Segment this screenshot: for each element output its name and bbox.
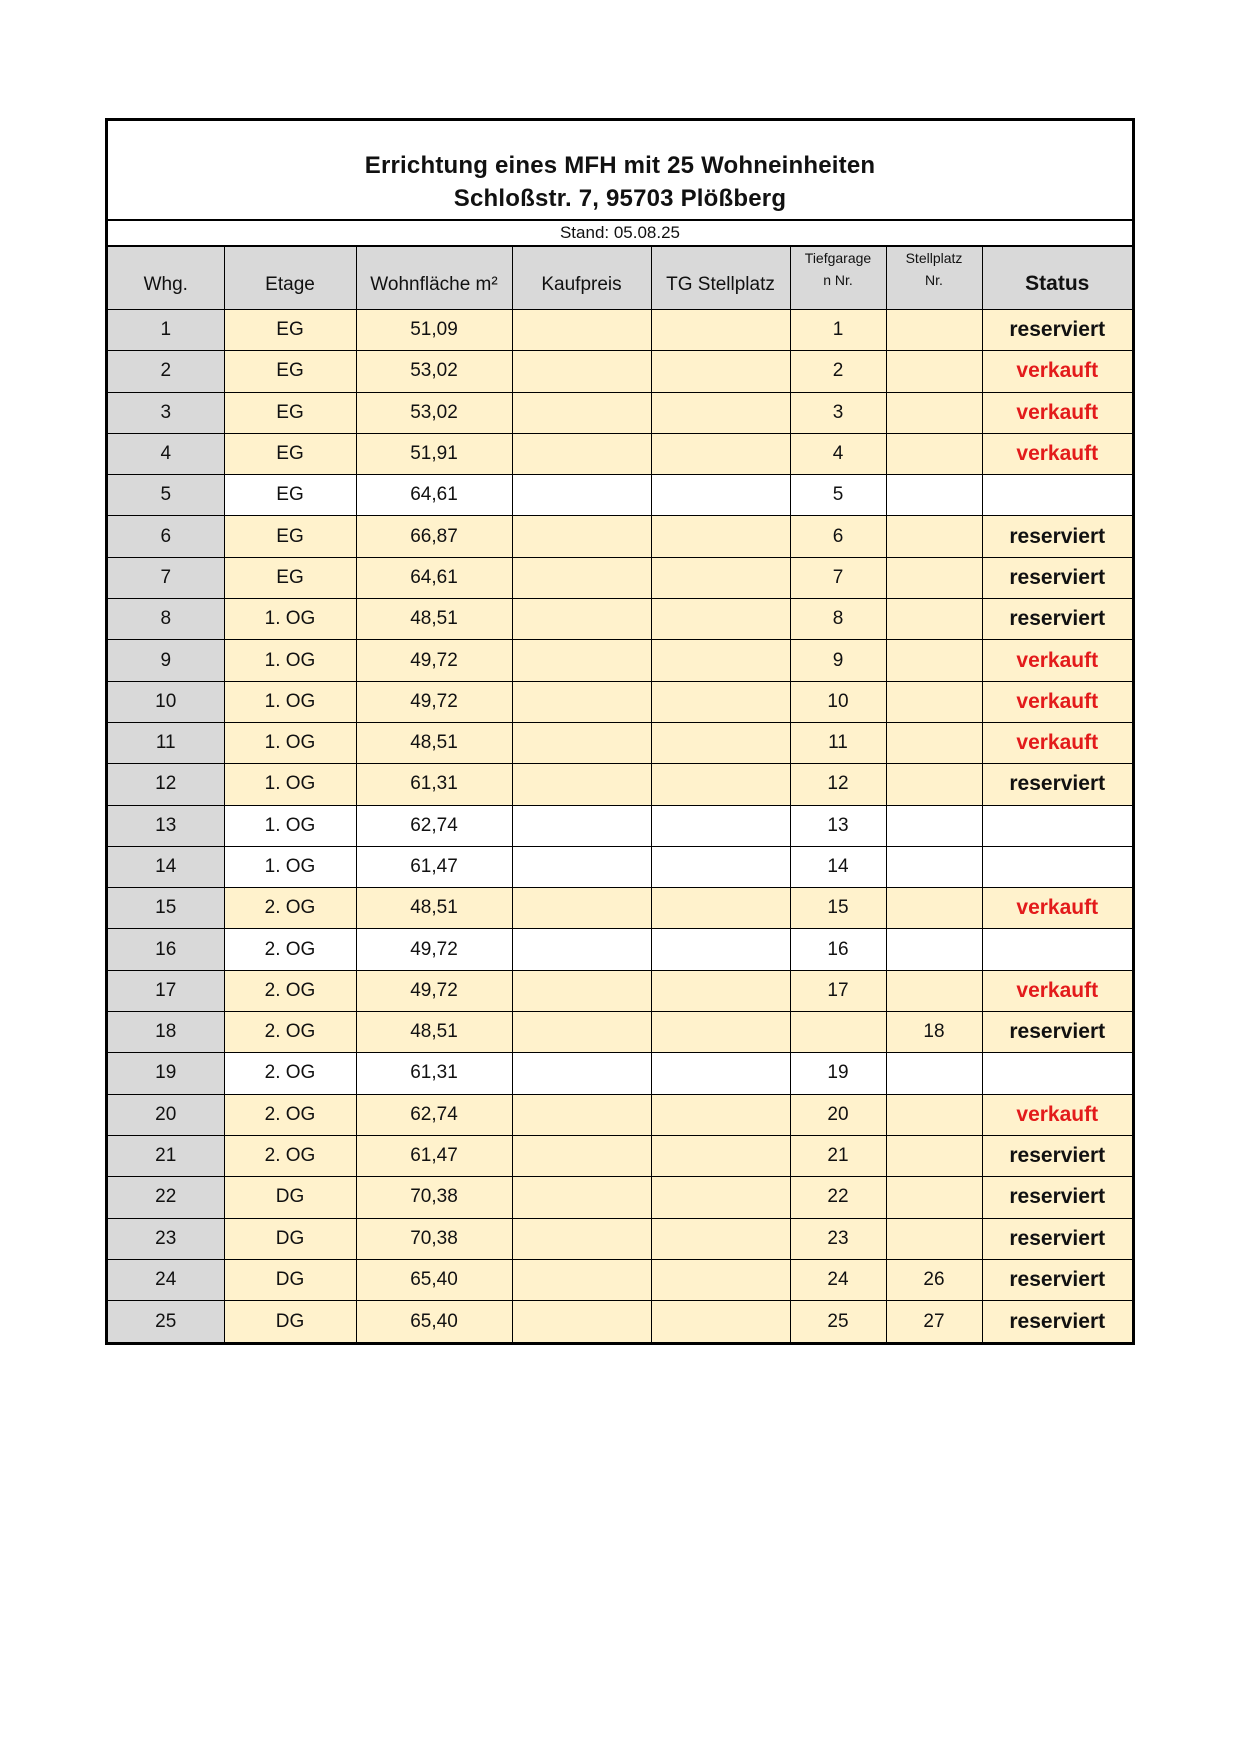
col-header-wohnflaeche: Wohnfläche m²: [356, 247, 512, 310]
cell-etage: EG: [224, 516, 356, 557]
cell-etage: 1. OG: [224, 846, 356, 887]
table-row: [108, 433, 1132, 474]
apartment-table: [108, 247, 1132, 1342]
cell-kaufpreis: [512, 351, 651, 392]
cell-wohnflaeche: 61,31: [356, 764, 512, 805]
cell-wohnflaeche: 61,47: [356, 1135, 512, 1176]
cell-kaufpreis: [512, 516, 651, 557]
cell-status: verkauft: [982, 351, 1132, 392]
cell-tiefgarage-nr: 12: [790, 764, 886, 805]
cell-status: reserviert: [982, 1218, 1132, 1259]
stand-date: Stand: 05.08.25: [108, 221, 1132, 247]
table-row: [108, 970, 1132, 1011]
cell-stellplatz-nr: 27: [886, 1301, 982, 1342]
cell-wohnflaeche: 49,72: [356, 970, 512, 1011]
cell-tiefgarage-nr: 2: [790, 351, 886, 392]
cell-stellplatz-nr: [886, 351, 982, 392]
col-header-kaufpreis: Kaufpreis: [512, 247, 651, 310]
cell-etage: 1. OG: [224, 764, 356, 805]
cell-etage: 2. OG: [224, 1053, 356, 1094]
cell-wohnflaeche: 48,51: [356, 1012, 512, 1053]
cell-status: reserviert: [982, 516, 1132, 557]
cell-wohnflaeche: 53,02: [356, 351, 512, 392]
cell-whg: 25: [108, 1301, 224, 1342]
cell-stellplatz-nr: 26: [886, 1259, 982, 1300]
cell-stellplatz-nr: [886, 1177, 982, 1218]
cell-status: reserviert: [982, 1301, 1132, 1342]
cell-kaufpreis: [512, 888, 651, 929]
cell-wohnflaeche: 64,61: [356, 475, 512, 516]
cell-kaufpreis: [512, 392, 651, 433]
table-row: [108, 557, 1132, 598]
cell-tg-stellplatz: [651, 1012, 790, 1053]
cell-whg: 18: [108, 1012, 224, 1053]
cell-stellplatz-nr: [886, 599, 982, 640]
table-header-row: [108, 247, 1132, 310]
cell-whg: 21: [108, 1135, 224, 1176]
cell-whg: 24: [108, 1259, 224, 1300]
cell-stellplatz-nr: 18: [886, 1012, 982, 1053]
cell-tiefgarage-nr: 5: [790, 475, 886, 516]
cell-stellplatz-nr: [886, 764, 982, 805]
cell-etage: 2. OG: [224, 970, 356, 1011]
cell-tiefgarage-nr: 10: [790, 681, 886, 722]
table-row: [108, 1135, 1132, 1176]
cell-whg: 6: [108, 516, 224, 557]
table-row: [108, 929, 1132, 970]
cell-wohnflaeche: 48,51: [356, 888, 512, 929]
cell-status: verkauft: [982, 1094, 1132, 1135]
cell-kaufpreis: [512, 1012, 651, 1053]
cell-wohnflaeche: 65,40: [356, 1259, 512, 1300]
cell-stellplatz-nr: [886, 433, 982, 474]
cell-stellplatz-nr: [886, 1135, 982, 1176]
table-row: [108, 640, 1132, 681]
cell-tg-stellplatz: [651, 1301, 790, 1342]
table-row: [108, 351, 1132, 392]
cell-tiefgarage-nr: 3: [790, 392, 886, 433]
cell-wohnflaeche: 51,09: [356, 310, 512, 351]
cell-wohnflaeche: 48,51: [356, 599, 512, 640]
cell-stellplatz-nr: [886, 475, 982, 516]
cell-tg-stellplatz: [651, 310, 790, 351]
cell-tg-stellplatz: [651, 1259, 790, 1300]
table-row: [108, 888, 1132, 929]
cell-tiefgarage-nr: 4: [790, 433, 886, 474]
cell-tg-stellplatz: [651, 805, 790, 846]
cell-wohnflaeche: 61,31: [356, 1053, 512, 1094]
col-header-stellplatz: [886, 247, 982, 310]
cell-wohnflaeche: 64,61: [356, 557, 512, 598]
cell-whg: 2: [108, 351, 224, 392]
cell-tg-stellplatz: [651, 681, 790, 722]
cell-tiefgarage-nr: 25: [790, 1301, 886, 1342]
cell-stellplatz-nr: [886, 392, 982, 433]
cell-stellplatz-nr: [886, 846, 982, 887]
cell-tiefgarage-nr: 17: [790, 970, 886, 1011]
cell-status: verkauft: [982, 888, 1132, 929]
table-row: [108, 1094, 1132, 1135]
col-header-stellplatz-line2: Nr.: [925, 272, 943, 288]
cell-tiefgarage-nr: 19: [790, 1053, 886, 1094]
col-header-tiefgarage: [790, 247, 886, 310]
cell-etage: DG: [224, 1218, 356, 1259]
cell-wohnflaeche: 66,87: [356, 516, 512, 557]
cell-kaufpreis: [512, 475, 651, 516]
cell-stellplatz-nr: [886, 516, 982, 557]
table-row: [108, 1053, 1132, 1094]
cell-status: reserviert: [982, 557, 1132, 598]
table-row: [108, 722, 1132, 763]
col-header-tiefgarage-line2: n Nr.: [823, 272, 853, 288]
cell-whg: 10: [108, 681, 224, 722]
cell-status: reserviert: [982, 1135, 1132, 1176]
table-row: [108, 846, 1132, 887]
cell-status: reserviert: [982, 1012, 1132, 1053]
cell-tiefgarage-nr: 24: [790, 1259, 886, 1300]
cell-etage: EG: [224, 557, 356, 598]
table-row: [108, 392, 1132, 433]
cell-tg-stellplatz: [651, 764, 790, 805]
cell-status: verkauft: [982, 392, 1132, 433]
col-header-tg-stellplatz: TG Stellplatz: [651, 247, 790, 310]
cell-status: reserviert: [982, 310, 1132, 351]
cell-whg: 13: [108, 805, 224, 846]
cell-kaufpreis: [512, 970, 651, 1011]
cell-status: reserviert: [982, 1177, 1132, 1218]
cell-stellplatz-nr: [886, 929, 982, 970]
cell-kaufpreis: [512, 1218, 651, 1259]
cell-tg-stellplatz: [651, 1218, 790, 1259]
cell-whg: 3: [108, 392, 224, 433]
cell-kaufpreis: [512, 764, 651, 805]
cell-stellplatz-nr: [886, 640, 982, 681]
table-row: [108, 764, 1132, 805]
cell-etage: 2. OG: [224, 929, 356, 970]
cell-kaufpreis: [512, 805, 651, 846]
cell-etage: 1. OG: [224, 722, 356, 763]
cell-tg-stellplatz: [651, 1053, 790, 1094]
cell-kaufpreis: [512, 929, 651, 970]
cell-status: reserviert: [982, 764, 1132, 805]
cell-whg: 1: [108, 310, 224, 351]
cell-status: verkauft: [982, 640, 1132, 681]
cell-etage: 2. OG: [224, 888, 356, 929]
cell-tg-stellplatz: [651, 475, 790, 516]
cell-kaufpreis: [512, 433, 651, 474]
cell-status: reserviert: [982, 1259, 1132, 1300]
cell-kaufpreis: [512, 722, 651, 763]
cell-tg-stellplatz: [651, 516, 790, 557]
cell-tiefgarage-nr: [790, 1012, 886, 1053]
table-row: [108, 1012, 1132, 1053]
cell-whg: 19: [108, 1053, 224, 1094]
cell-tiefgarage-nr: 9: [790, 640, 886, 681]
cell-tg-stellplatz: [651, 640, 790, 681]
col-header-etage: Etage: [224, 247, 356, 310]
cell-wohnflaeche: 49,72: [356, 929, 512, 970]
cell-whg: 16: [108, 929, 224, 970]
cell-etage: 2. OG: [224, 1135, 356, 1176]
cell-status: verkauft: [982, 681, 1132, 722]
cell-status: verkauft: [982, 433, 1132, 474]
table-row: [108, 1177, 1132, 1218]
cell-wohnflaeche: 65,40: [356, 1301, 512, 1342]
table-row: [108, 1301, 1132, 1342]
cell-kaufpreis: [512, 557, 651, 598]
cell-etage: 1. OG: [224, 805, 356, 846]
cell-stellplatz-nr: [886, 681, 982, 722]
cell-stellplatz-nr: [886, 888, 982, 929]
cell-etage: 1. OG: [224, 599, 356, 640]
cell-status: [982, 1053, 1132, 1094]
cell-kaufpreis: [512, 846, 651, 887]
table-row: [108, 805, 1132, 846]
cell-stellplatz-nr: [886, 1053, 982, 1094]
cell-whg: 7: [108, 557, 224, 598]
cell-tg-stellplatz: [651, 888, 790, 929]
cell-etage: 1. OG: [224, 681, 356, 722]
cell-status: [982, 929, 1132, 970]
cell-tiefgarage-nr: 20: [790, 1094, 886, 1135]
cell-tg-stellplatz: [651, 929, 790, 970]
cell-wohnflaeche: 51,91: [356, 433, 512, 474]
cell-wohnflaeche: 49,72: [356, 681, 512, 722]
cell-kaufpreis: [512, 1301, 651, 1342]
cell-etage: 2. OG: [224, 1012, 356, 1053]
cell-kaufpreis: [512, 1135, 651, 1176]
cell-kaufpreis: [512, 599, 651, 640]
cell-whg: 4: [108, 433, 224, 474]
cell-wohnflaeche: 49,72: [356, 640, 512, 681]
cell-kaufpreis: [512, 1094, 651, 1135]
cell-whg: 14: [108, 846, 224, 887]
cell-whg: 17: [108, 970, 224, 1011]
cell-stellplatz-nr: [886, 1094, 982, 1135]
cell-tg-stellplatz: [651, 722, 790, 763]
cell-tiefgarage-nr: 16: [790, 929, 886, 970]
col-header-stellplatz-line1: Stellplatz: [905, 250, 963, 266]
cell-stellplatz-nr: [886, 1218, 982, 1259]
cell-wohnflaeche: 62,74: [356, 805, 512, 846]
cell-kaufpreis: [512, 310, 651, 351]
cell-etage: EG: [224, 433, 356, 474]
cell-wohnflaeche: 61,47: [356, 846, 512, 887]
cell-etage: 1. OG: [224, 640, 356, 681]
cell-tg-stellplatz: [651, 970, 790, 1011]
cell-status: verkauft: [982, 970, 1132, 1011]
cell-wohnflaeche: 48,51: [356, 722, 512, 763]
cell-wohnflaeche: 53,02: [356, 392, 512, 433]
cell-whg: 9: [108, 640, 224, 681]
cell-etage: 2. OG: [224, 1094, 356, 1135]
col-header-whg: Whg.: [108, 247, 224, 310]
cell-tiefgarage-nr: 11: [790, 722, 886, 763]
cell-etage: EG: [224, 351, 356, 392]
col-header-status: Status: [982, 247, 1132, 310]
table-row: [108, 475, 1132, 516]
cell-tiefgarage-nr: 15: [790, 888, 886, 929]
cell-whg: 15: [108, 888, 224, 929]
cell-etage: DG: [224, 1259, 356, 1300]
cell-tg-stellplatz: [651, 557, 790, 598]
cell-tg-stellplatz: [651, 1177, 790, 1218]
table-row: [108, 1218, 1132, 1259]
cell-status: [982, 846, 1132, 887]
cell-tg-stellplatz: [651, 846, 790, 887]
cell-tiefgarage-nr: 21: [790, 1135, 886, 1176]
cell-tiefgarage-nr: 14: [790, 846, 886, 887]
cell-tg-stellplatz: [651, 599, 790, 640]
cell-tiefgarage-nr: 1: [790, 310, 886, 351]
cell-tiefgarage-nr: 7: [790, 557, 886, 598]
cell-status: verkauft: [982, 722, 1132, 763]
cell-stellplatz-nr: [886, 970, 982, 1011]
document-address: Schloßstr. 7, 95703 Plößberg: [453, 185, 787, 212]
cell-stellplatz-nr: [886, 722, 982, 763]
cell-wohnflaeche: 70,38: [356, 1177, 512, 1218]
cell-stellplatz-nr: [886, 805, 982, 846]
table-row: [108, 516, 1132, 557]
cell-tiefgarage-nr: 22: [790, 1177, 886, 1218]
cell-stellplatz-nr: [886, 557, 982, 598]
cell-wohnflaeche: 70,38: [356, 1218, 512, 1259]
cell-tg-stellplatz: [651, 433, 790, 474]
cell-etage: EG: [224, 392, 356, 433]
cell-tiefgarage-nr: 13: [790, 805, 886, 846]
table-row: [108, 681, 1132, 722]
cell-tiefgarage-nr: 8: [790, 599, 886, 640]
cell-kaufpreis: [512, 640, 651, 681]
cell-etage: EG: [224, 310, 356, 351]
cell-whg: 5: [108, 475, 224, 516]
cell-whg: 23: [108, 1218, 224, 1259]
apartment-table-sheet: [105, 118, 1135, 1345]
cell-kaufpreis: [512, 1053, 651, 1094]
cell-wohnflaeche: 62,74: [356, 1094, 512, 1135]
cell-etage: EG: [224, 475, 356, 516]
cell-kaufpreis: [512, 1177, 651, 1218]
cell-stellplatz-nr: [886, 310, 982, 351]
cell-status: reserviert: [982, 599, 1132, 640]
cell-etage: DG: [224, 1177, 356, 1218]
cell-tg-stellplatz: [651, 392, 790, 433]
cell-whg: 22: [108, 1177, 224, 1218]
cell-tg-stellplatz: [651, 351, 790, 392]
cell-whg: 12: [108, 764, 224, 805]
cell-kaufpreis: [512, 1259, 651, 1300]
cell-tiefgarage-nr: 6: [790, 516, 886, 557]
col-header-tiefgarage-line1: Tiefgarage: [804, 250, 872, 266]
cell-whg: 20: [108, 1094, 224, 1135]
cell-tg-stellplatz: [651, 1135, 790, 1176]
cell-tiefgarage-nr: 23: [790, 1218, 886, 1259]
cell-tg-stellplatz: [651, 1094, 790, 1135]
cell-etage: DG: [224, 1301, 356, 1342]
cell-whg: 8: [108, 599, 224, 640]
cell-status: [982, 805, 1132, 846]
table-row: [108, 599, 1132, 640]
table-row: [108, 310, 1132, 351]
document-title: Errichtung eines MFH mit 25 Wohneinheiten: [364, 152, 876, 179]
cell-kaufpreis: [512, 681, 651, 722]
table-row: [108, 1259, 1132, 1300]
title-block: [108, 121, 1132, 221]
cell-status: [982, 475, 1132, 516]
cell-whg: 11: [108, 722, 224, 763]
